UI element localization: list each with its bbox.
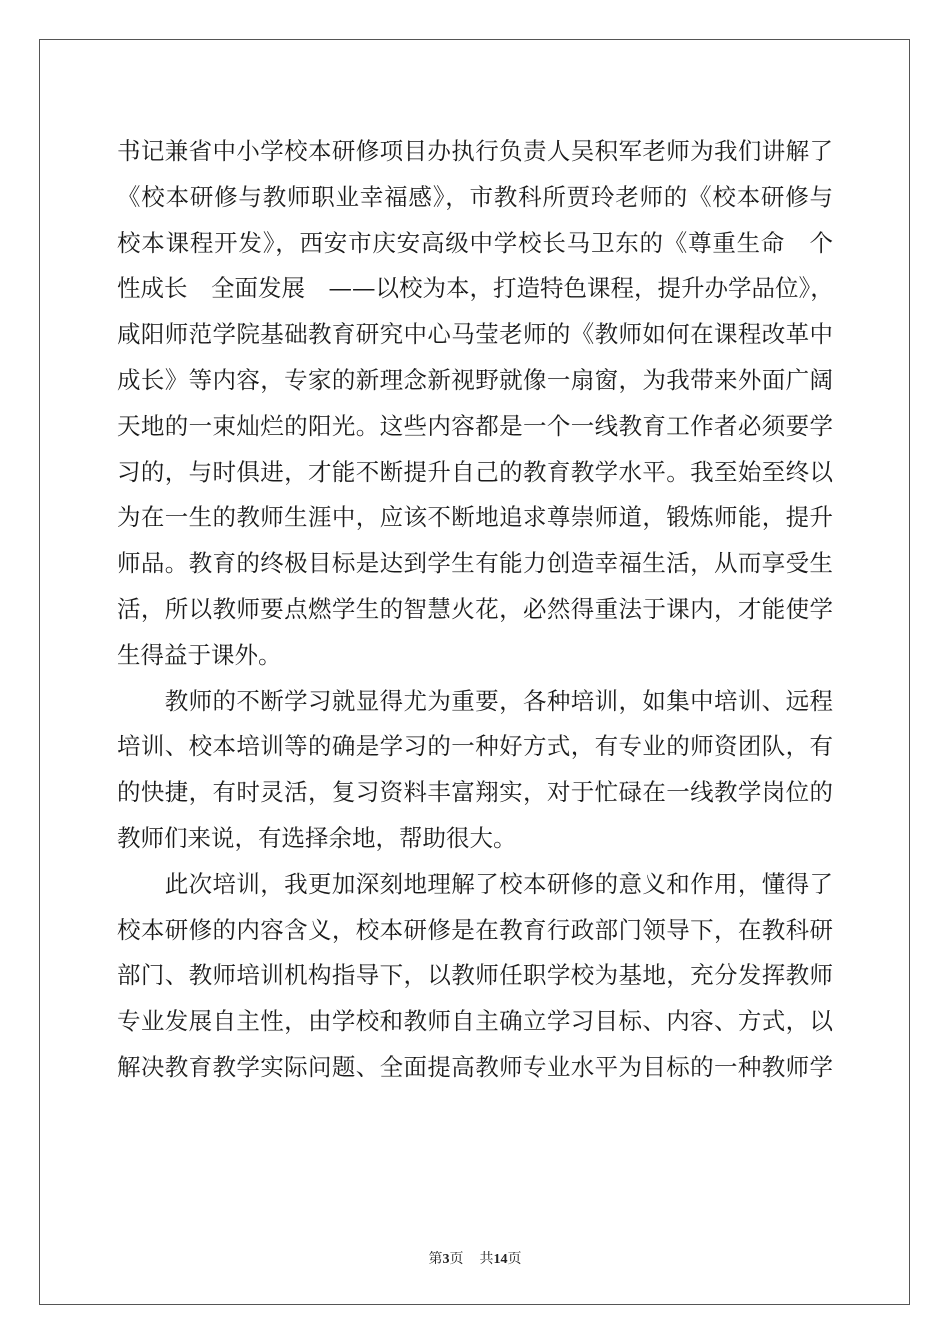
text-line: 天地的一束灿烂的阳光。这些内容都是一个一线教育工作者必须要学 bbox=[117, 411, 833, 440]
total-pages-prefix: 共 bbox=[479, 1252, 494, 1267]
document-body bbox=[117, 129, 833, 1091]
text-line: 校本课程开发》，西安市庆安高级中学校长马卫东的《尊重生命 个 bbox=[117, 228, 833, 257]
text-line: 教师们来说，有选择余地，帮助很大。 bbox=[117, 823, 517, 852]
total-page-count: 14 bbox=[493, 1252, 508, 1267]
text-line: 教师的不断学习就显得尤为重要，各种培训，如集中培训、远程 bbox=[117, 686, 833, 715]
text-line: 习的，与时俱进，才能不断提升自己的教育教学水平。我至始至终以 bbox=[117, 457, 833, 486]
page-footer bbox=[0, 1248, 950, 1268]
text-line: 性成长 全面发展 ——以校为本，打造特色课程，提升办学品位》， bbox=[117, 274, 834, 303]
current-page-number: 3 bbox=[442, 1252, 450, 1267]
text-line: 此次培训，我更加深刻地理解了校本研修的意义和作用，懂得了 bbox=[117, 869, 833, 898]
paragraph bbox=[117, 129, 833, 679]
text-line: 的快捷，有时灵活，复习资料丰富翔实，对于忙碌在一线教学岗位的 bbox=[117, 778, 833, 807]
text-line: 咸阳师范学院基础教育研究中心马莹老师的《教师如何在课程改革中 bbox=[117, 320, 833, 349]
page-number-suffix: 页 bbox=[449, 1252, 464, 1267]
text-line: 《校本研修与教师职业幸福感》，市教科所贾玲老师的《校本研修与 bbox=[117, 182, 833, 211]
text-line: 校本研修的内容含义，校本研修是在教育行政部门领导下，在教科研 bbox=[117, 915, 833, 944]
text-line: 部门、教师培训机构指导下，以教师任职学校为基地，充分发挥教师 bbox=[117, 961, 833, 990]
paragraph bbox=[117, 862, 833, 1091]
text-line: 专业发展自主性，由学校和教师自主确立学习目标、内容、方式，以 bbox=[117, 1007, 833, 1036]
text-line: 生得益于课外。 bbox=[117, 640, 282, 669]
paragraph bbox=[117, 679, 833, 862]
page-number-prefix: 第 bbox=[428, 1252, 443, 1267]
text-line: 活，所以教师要点燃学生的智慧火花，必然得重法于课内，才能使学 bbox=[117, 594, 833, 623]
total-pages-suffix: 页 bbox=[507, 1252, 522, 1267]
text-line: 培训、校本培训等的确是学习的一种好方式，有专业的师资团队，有 bbox=[117, 732, 833, 761]
text-line: 成长》等内容，专家的新理念新视野就像一扇窗，为我带来外面广阔 bbox=[117, 365, 833, 394]
text-line: 解决教育教学实际问题、全面提高教师专业水平为目标的一种教师学 bbox=[117, 1052, 833, 1081]
text-line: 师品。教育的终极目标是达到学生有能力创造幸福生活，从而享受生 bbox=[117, 549, 833, 578]
text-line: 书记兼省中小学校本研修项目办执行负责人吴积军老师为我们讲解了 bbox=[117, 137, 833, 165]
text-line: 为在一生的教师生涯中，应该不断地追求尊崇师道，锻炼师能，提升 bbox=[117, 503, 833, 532]
